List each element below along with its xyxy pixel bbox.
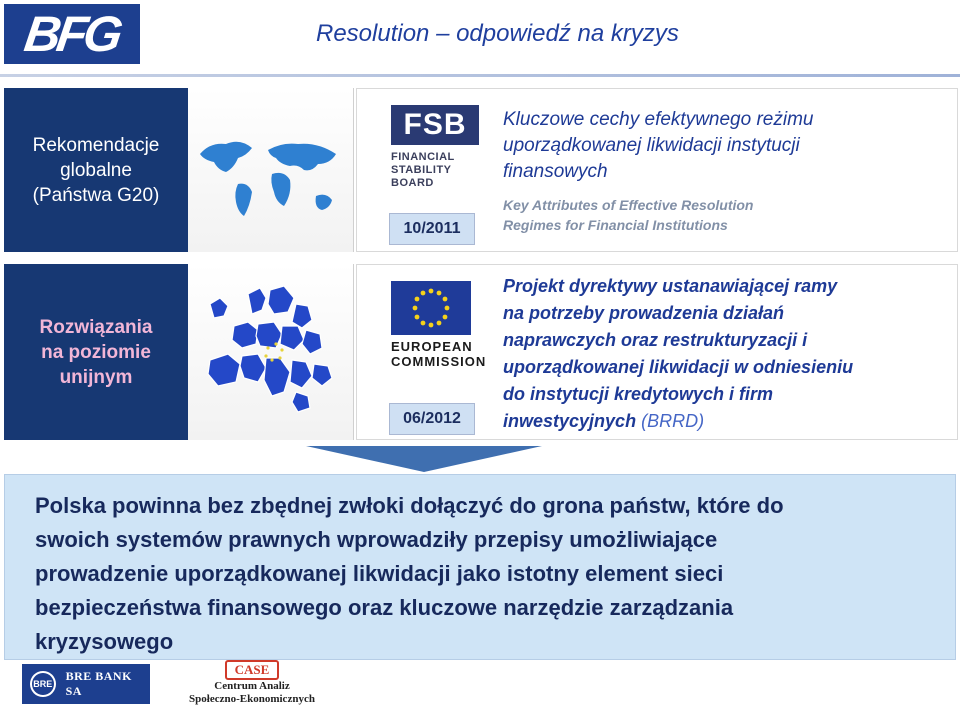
bfg-logo [4, 4, 140, 64]
map-panel-europe [188, 264, 354, 440]
ec-text-line: naprawczych oraz restrukturyzacji i [503, 330, 808, 350]
down-arrow-icon [306, 446, 542, 472]
ec-text-line: na potrzeby prowadzenia działań [503, 303, 785, 323]
ec-name-line2: COMMISSION [391, 354, 487, 369]
world-map-icon [190, 88, 350, 252]
ec-logo-name [391, 339, 487, 369]
summary-line: prowadzenie uporządkowanej likwidacji jako istotny element sieci [35, 561, 724, 586]
page-title: Resolution – odpowiedź na kryzys [316, 20, 679, 47]
brrd-label: (BRRD) [641, 411, 705, 431]
ec-main-text [503, 273, 943, 435]
case-logo [188, 660, 316, 714]
row-eu-solutions [4, 264, 958, 440]
ec-description [503, 273, 943, 435]
title-divider [0, 74, 960, 77]
ec-text-line: Projekt dyrektywy ustanawiającej ramy [503, 276, 838, 296]
ec-text-line: uporządkowanej likwidacji w odniesieniu [503, 357, 854, 377]
content-panel-ec [356, 264, 958, 440]
row-label-line3: unijnym [59, 366, 133, 388]
summary-line: kryzysowego [35, 629, 174, 654]
ec-name-line1: EUROPEAN [391, 339, 473, 354]
summary-line: bezpieczeństwa finansowego oraz kluczowe narzędzie zarządzania [35, 595, 734, 620]
row-label-line1: Rekomendacje [32, 134, 160, 156]
fsb-name-line1: FINANCIAL [391, 151, 455, 163]
summary-line: Polska powinna bez zbędnej zwłoki dołączyć do grona państw, które do [35, 493, 784, 518]
map-panel-world [188, 88, 354, 252]
row-global-recommendations [4, 88, 958, 252]
case-badge: CASE [225, 660, 279, 680]
fsb-description [503, 107, 943, 235]
european-commission-logo [391, 281, 487, 369]
row-label-line2: globalne [60, 159, 132, 181]
fsb-english-subtitle [503, 195, 943, 235]
fsb-text-line: Kluczowe cechy efektywnego reżimu [503, 109, 814, 130]
fsb-main-text [503, 107, 943, 185]
row-label-eu [4, 264, 188, 440]
fsb-logo-abbr: FSB [391, 105, 479, 145]
case-line1: Centrum Analiz [214, 680, 290, 692]
fsb-sub-line: Regimes for Financial Institutions [503, 217, 728, 233]
europe-map-icon [190, 264, 350, 440]
ec-text-line-last [503, 408, 943, 435]
fsb-text-line: finansowych [503, 161, 608, 182]
bfg-logo-text: BFG [21, 6, 123, 62]
ec-text-line: do instytucji kredytowych i firm [503, 384, 774, 404]
summary-box [4, 474, 956, 660]
fsb-logo-name [391, 151, 481, 190]
fsb-logo [391, 105, 481, 195]
row-label-line3: (Państwa G20) [32, 184, 160, 206]
fsb-name-line3: BOARD [391, 177, 434, 189]
row-label-global [4, 88, 188, 252]
summary-line: swoich systemów prawnych wprowadziły przepisy umożliwiające [35, 527, 718, 552]
fsb-sub-line: Key Attributes of Effective Resolution [503, 197, 754, 213]
date-tag-ec: 06/2012 [389, 403, 475, 435]
case-line2: Społeczno-Ekonomicznych [189, 693, 315, 705]
bre-mark-icon: BRE [30, 671, 56, 697]
bre-bank-logo [22, 664, 150, 704]
fsb-text-line: uporządkowanej likwidacji instytucji [503, 135, 800, 156]
row-label-line2: na poziomie [41, 341, 151, 363]
eu-flag-icon [391, 281, 471, 335]
content-panel-fsb [356, 88, 958, 252]
eu-stars-icon [391, 281, 471, 335]
date-tag-fsb: 10/2011 [389, 213, 475, 245]
row-label-line1: Rozwiązania [39, 316, 153, 338]
bre-bank-label: BRE BANK SA [65, 669, 132, 698]
fsb-name-line2: STABILITY [391, 164, 452, 176]
ec-text-line: inwestycyjnych [503, 411, 637, 431]
